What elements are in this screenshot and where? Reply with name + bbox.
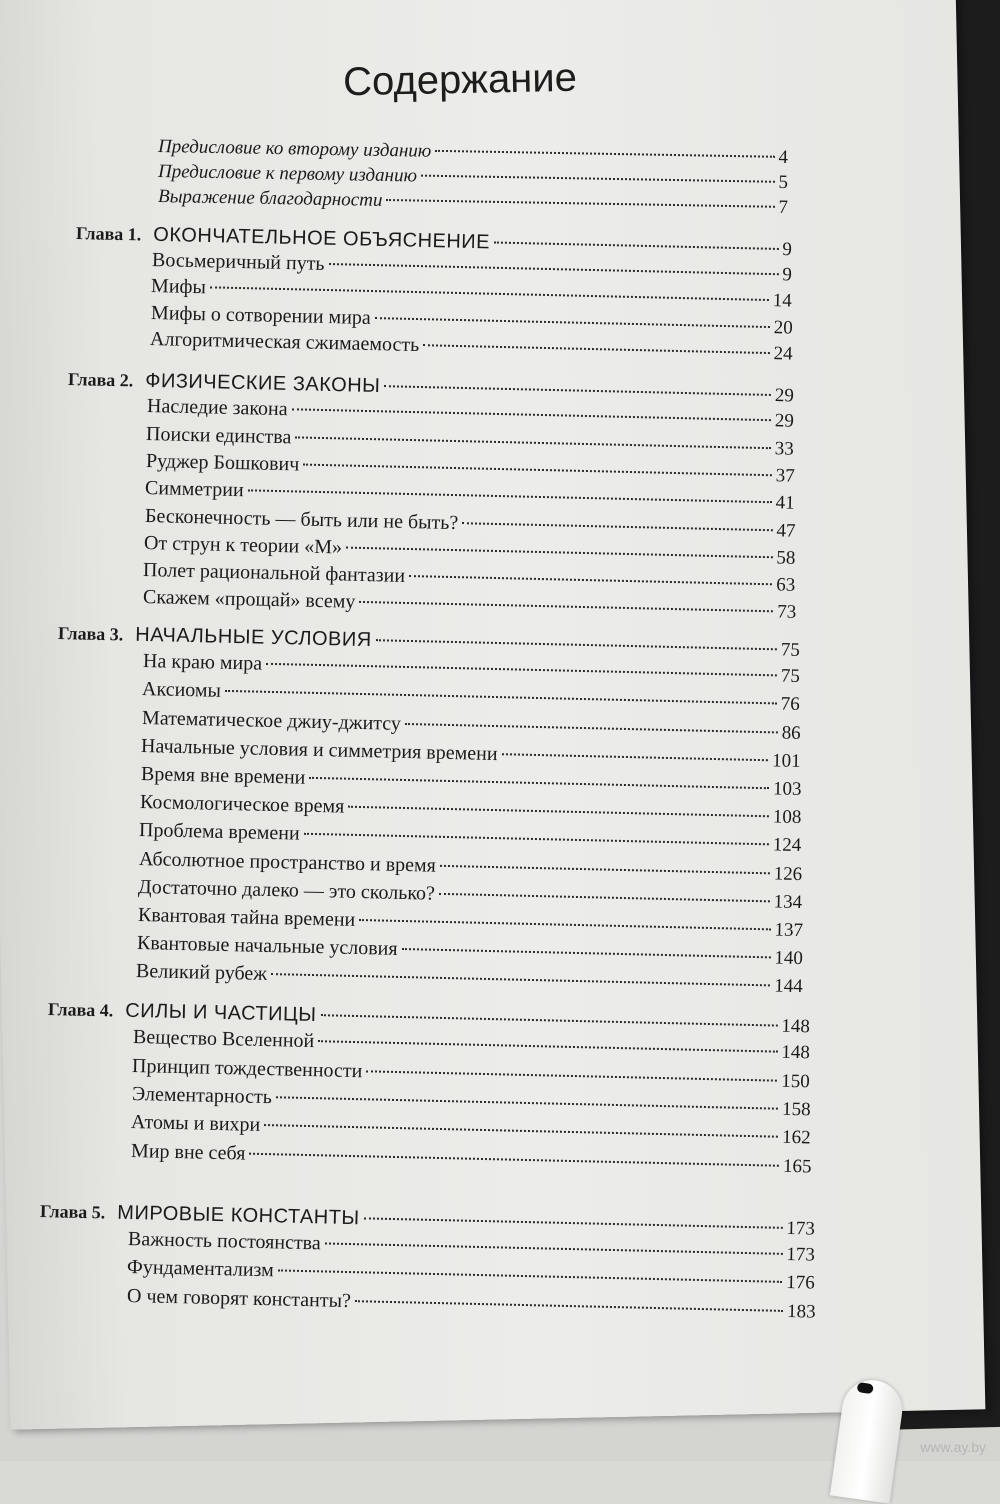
dot-leader — [423, 344, 769, 354]
page-number: 162 — [782, 1126, 811, 1149]
section-title: Мифы о сотворении мира — [150, 301, 371, 329]
section-title: Вещество Вселенной — [132, 1026, 315, 1053]
front-matter-text: Предисловие к первому изданию — [157, 161, 418, 187]
dot-leader — [375, 317, 770, 328]
dot-leader — [276, 1096, 778, 1109]
section-title: Математическое джиу-джитсу — [141, 706, 401, 735]
dot-leader — [325, 1243, 783, 1255]
chapter-label: Глава 3. — [57, 623, 124, 645]
section-title: Элементарность — [131, 1082, 272, 1109]
chapter-label: Глава 4. — [47, 999, 114, 1021]
chapter-title: НАЧАЛЬНЫЕ УСЛОВИЯ — [135, 623, 372, 652]
chapter-label: Глава 5. — [39, 1201, 106, 1223]
section-title: На краю мира — [142, 650, 263, 675]
page-number: 58 — [776, 547, 796, 569]
dot-leader — [376, 639, 777, 650]
section-title: Великий рубеж — [136, 960, 268, 986]
dot-leader — [249, 1152, 779, 1166]
dot-leader — [329, 263, 779, 275]
page-number: 148 — [781, 1015, 811, 1038]
page-number: 108 — [772, 806, 802, 829]
page-number: 75 — [780, 639, 801, 661]
section-title: Аксиомы — [142, 678, 222, 703]
section-title: Квантовые начальные условия — [136, 932, 398, 961]
section-title: Руджер Бошкович — [145, 449, 300, 476]
dot-leader — [210, 286, 769, 301]
dot-leader — [346, 546, 772, 558]
chapter-title: СИЛЫ И ЧАСТИЦЫ — [125, 999, 317, 1027]
page-number: 76 — [780, 693, 801, 716]
dot-leader — [318, 1041, 777, 1053]
dot-leader — [304, 833, 769, 846]
section-title: Скажем «прощай» всему — [142, 586, 356, 614]
dot-leader — [367, 1070, 778, 1081]
dot-leader — [266, 663, 777, 677]
section-title: Квантовая тайна времени — [137, 904, 356, 931]
dot-leader — [355, 1300, 783, 1312]
page-number: 144 — [774, 975, 804, 998]
dot-leader — [292, 409, 771, 422]
chapter-title: МИРОВЫЕ КОНСТАНТЫ — [117, 1201, 360, 1230]
page-number: 176 — [786, 1272, 816, 1294]
page-number: 148 — [781, 1042, 811, 1064]
dot-leader — [494, 241, 778, 249]
dot-leader — [359, 601, 773, 612]
page-number: 7 — [778, 196, 789, 218]
page-number: 134 — [773, 891, 803, 913]
section-title: Полет рациональной фантазии — [143, 559, 406, 588]
page-number: 4 — [778, 146, 789, 168]
dot-leader — [384, 385, 771, 396]
chapter-title: ОКОНЧАТЕЛЬНОЕ ОБЪЯСНЕНИЕ — [153, 223, 491, 254]
page-number: 126 — [773, 862, 803, 885]
chapter-label: Глава 1. — [75, 223, 142, 245]
dot-leader — [248, 490, 772, 504]
front-matter-text: Предисловие ко второму изданию — [157, 136, 432, 162]
section-title: Космологическое время — [139, 791, 345, 818]
dot-leader — [296, 436, 772, 449]
page-number: 158 — [781, 1098, 811, 1121]
page-number: 140 — [774, 947, 804, 970]
page-number: 150 — [781, 1070, 811, 1092]
page-number: 86 — [781, 722, 801, 744]
dot-leader — [272, 973, 771, 986]
page-number: 29 — [774, 385, 795, 407]
section-title: Атомы и вихри — [131, 1111, 261, 1137]
section-title: Время вне времени — [140, 763, 306, 789]
dot-leader — [405, 723, 778, 733]
section-title: Мир вне себя — [130, 1139, 246, 1165]
section-title: Наследие закона — [146, 395, 288, 421]
page-number: 101 — [772, 750, 802, 772]
watermark: www.ay.by — [920, 1439, 986, 1455]
section-title: Бесконечность — быть или не быть? — [144, 504, 459, 534]
page-number: 137 — [773, 919, 803, 942]
page-number: 5 — [778, 171, 789, 193]
dot-leader — [278, 1270, 783, 1283]
dot-leader — [359, 919, 770, 930]
dot-leader — [303, 463, 771, 476]
page-number: 183 — [786, 1300, 816, 1323]
dot-leader — [462, 522, 772, 531]
dot-leader — [502, 753, 769, 761]
section-title: От струн к теории «М» — [143, 531, 343, 559]
page-number: 75 — [780, 665, 801, 688]
dot-leader — [320, 1014, 777, 1026]
chapter-title: ФИЗИЧЕСКИЕ ЗАКОНЫ — [145, 369, 381, 398]
dot-leader — [386, 199, 774, 208]
page-number: 14 — [772, 290, 793, 312]
dot-leader — [421, 175, 775, 183]
dot-leader — [440, 864, 770, 873]
section-title: Достаточно далеко — это сколько? — [138, 875, 436, 905]
section-title: Симметрии — [145, 477, 245, 502]
section-title: Фундаментализм — [127, 1256, 275, 1282]
page-number: 41 — [775, 492, 796, 514]
section-title: Поиски единства — [146, 422, 292, 448]
section-title: Мифы — [151, 275, 207, 299]
page-number: 173 — [786, 1244, 816, 1266]
dot-leader — [264, 1124, 778, 1138]
page-number: 173 — [786, 1217, 816, 1240]
section-title: Начальные условия и симметрия времени — [141, 734, 498, 765]
page-number: 73 — [776, 601, 797, 624]
page-number: 33 — [774, 437, 795, 460]
dot-leader — [439, 893, 770, 903]
page-number: 9 — [782, 263, 793, 286]
page-number: 124 — [772, 834, 802, 857]
page-number: 20 — [773, 316, 793, 339]
section-title: Восьмеричный путь — [151, 248, 325, 275]
dot-leader — [435, 150, 774, 158]
page-number: 165 — [782, 1155, 812, 1177]
dot-leader — [409, 575, 772, 585]
page-number: 37 — [775, 465, 795, 487]
page-number: 47 — [775, 519, 796, 542]
section-title: Принцип тождественности — [132, 1054, 364, 1082]
page-number: 24 — [773, 343, 794, 365]
section-title: Проблема времени — [139, 819, 301, 846]
page-number: 63 — [776, 574, 796, 596]
dot-leader — [402, 948, 771, 958]
front-matter-text: Выражение благодарности — [157, 186, 383, 211]
page-title: Содержание — [342, 55, 578, 105]
chapter-label: Глава 2. — [67, 369, 134, 391]
page-number: 103 — [772, 778, 802, 800]
section-title: Важность постоянства — [127, 1228, 322, 1255]
dot-leader — [309, 777, 769, 789]
dot-leader — [225, 690, 777, 705]
dot-leader — [348, 806, 769, 818]
dot-leader — [364, 1217, 783, 1229]
section-title: О чем говорят константы? — [126, 1284, 351, 1312]
section-title: Абсолютное пространство и время — [138, 847, 436, 877]
page-number: 9 — [782, 239, 793, 261]
section-title: Алгоритмическая сжимаемость — [150, 328, 420, 357]
pen-tip — [857, 1382, 874, 1394]
page-number: 29 — [774, 410, 795, 432]
